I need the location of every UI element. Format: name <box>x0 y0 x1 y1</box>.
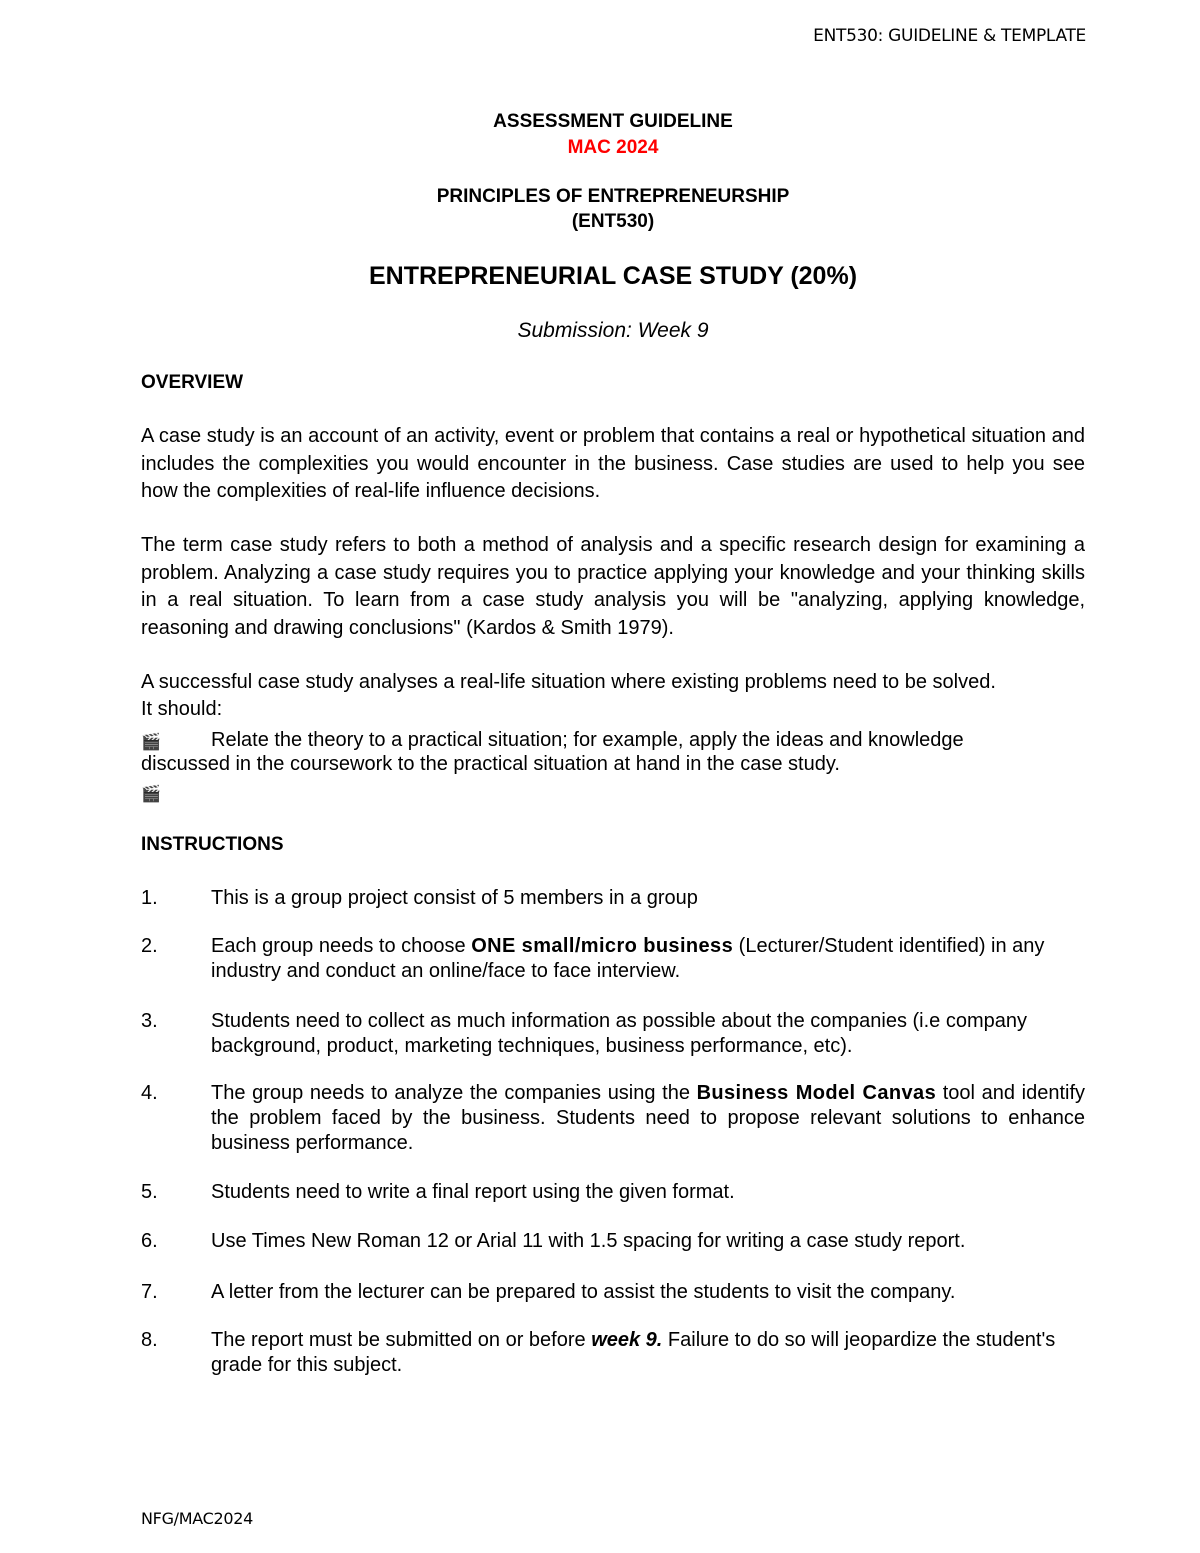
instruction-number: 1. <box>141 887 158 909</box>
overview-paragraph-3-line-2: It should: <box>141 698 223 720</box>
instruction-text <box>211 934 1085 984</box>
clapperboard-icon: 🎬 <box>141 734 161 751</box>
instruction-number: 8. <box>141 1329 158 1351</box>
overview-paragraph-2: The term case study refers to both a method of analysis and a specific research design for examining a problem. Analyzing a case study requires you to practice applying your knowledge and your thinking skills in a real situation. To learn from a case study analysis you will be "analyzing, applying knowledge, reasoning and drawing conclusions" (Kardos & Smith 1979). <box>141 534 1085 639</box>
instruction-number: 4. <box>141 1082 158 1104</box>
clapperboard-icon: 🎬 <box>141 786 161 803</box>
instruction-number: 2. <box>141 935 158 957</box>
instruction-item-7 <box>141 1280 1085 1305</box>
instruction-text: This is a group project consist of 5 members in a group <box>211 887 698 909</box>
instruction-item-5 <box>141 1180 1085 1205</box>
instruction-item-3 <box>141 1009 1085 1059</box>
instruction-text <box>211 1328 1085 1378</box>
instruction-text-part: The group needs to analyze the companies using the <box>211 1082 697 1104</box>
instruction-text-part: (Lecturer/Student identified) in any industry and conduct an online/face to face interview. <box>211 935 1045 982</box>
instruction-text: A letter from the lecturer can be prepared to assist the students to visit the company. <box>211 1281 956 1303</box>
instruction-text-part: tool and identify the problem faced by the business. Students need to propose relevant solutions to enhance business performance. <box>211 1082 1085 1154</box>
instruction-text-emphasis: ONE small/micro business <box>471 935 734 957</box>
instruction-text: Students need to collect as much information as possible about the companies (i.e company background, product, marketing techniques, business performance, etc). <box>211 1010 1028 1057</box>
course-name: PRINCIPLES OF ENTREPRENEURSHIP <box>436 186 790 207</box>
bullet-item-1-text: Relate the theory to a practical situation; for example, apply the ideas and knowledge <box>211 729 964 751</box>
main-title: ENTREPRENEURIAL CASE STUDY (20%) <box>368 262 858 290</box>
instruction-number: 7. <box>141 1281 158 1303</box>
course-code: (ENT530) <box>571 211 655 232</box>
instruction-text-emphasis: Business Model Canvas <box>696 1082 937 1104</box>
instruction-text <box>211 1081 1085 1156</box>
instruction-item-1 <box>141 886 1085 911</box>
overview-paragraph-3-line-1: A successful case study analyses a real-life situation where existing problems need to be solved. <box>141 671 996 693</box>
page-footer: NFG/MAC2024 <box>141 1509 254 1528</box>
bullet-item-1-continuation: discussed in the coursework to the practical situation at hand in the case study. <box>141 753 840 775</box>
instruction-item-6 <box>141 1229 1085 1254</box>
instruction-number: 5. <box>141 1181 158 1203</box>
instructions-heading: INSTRUCTIONS <box>141 834 284 855</box>
instruction-text-part: Failure to do so will jeopardize the student's grade for this subject. <box>211 1329 1056 1376</box>
overview-heading: OVERVIEW <box>141 372 244 393</box>
instruction-number: 6. <box>141 1230 158 1252</box>
instruction-number: 3. <box>141 1010 158 1032</box>
assessment-guideline-title: ASSESSMENT GUIDELINE <box>493 111 733 132</box>
instruction-text: Use Times New Roman 12 or Arial 11 with 1.5 spacing for writing a case study report. <box>211 1230 966 1252</box>
instruction-text: Students need to write a final report using the given format. <box>211 1181 735 1203</box>
instruction-text-part: The report must be submitted on or before <box>211 1329 592 1351</box>
bullet-item-2 <box>141 780 1085 807</box>
instruction-item-4 <box>141 1081 1085 1156</box>
session-label: MAC 2024 <box>567 137 659 158</box>
bullet-item-1 <box>141 728 1085 755</box>
submission-line: Submission: Week 9 <box>517 319 709 342</box>
overview-paragraph-1: A case study is an account of an activity, event or problem that contains a real or hypothetical situation and includes the complexities you would encounter in the business. Case studies are used to help you see how the complexities of real-life influence decisions. <box>141 425 1085 502</box>
page-header: ENT530: GUIDELINE & TEMPLATE <box>813 26 1086 46</box>
instruction-text-part: Each group needs to choose <box>211 935 472 957</box>
instruction-text-emphasis: week 9. <box>591 1329 663 1351</box>
instruction-item-8 <box>141 1328 1085 1378</box>
instruction-item-2 <box>141 934 1085 984</box>
